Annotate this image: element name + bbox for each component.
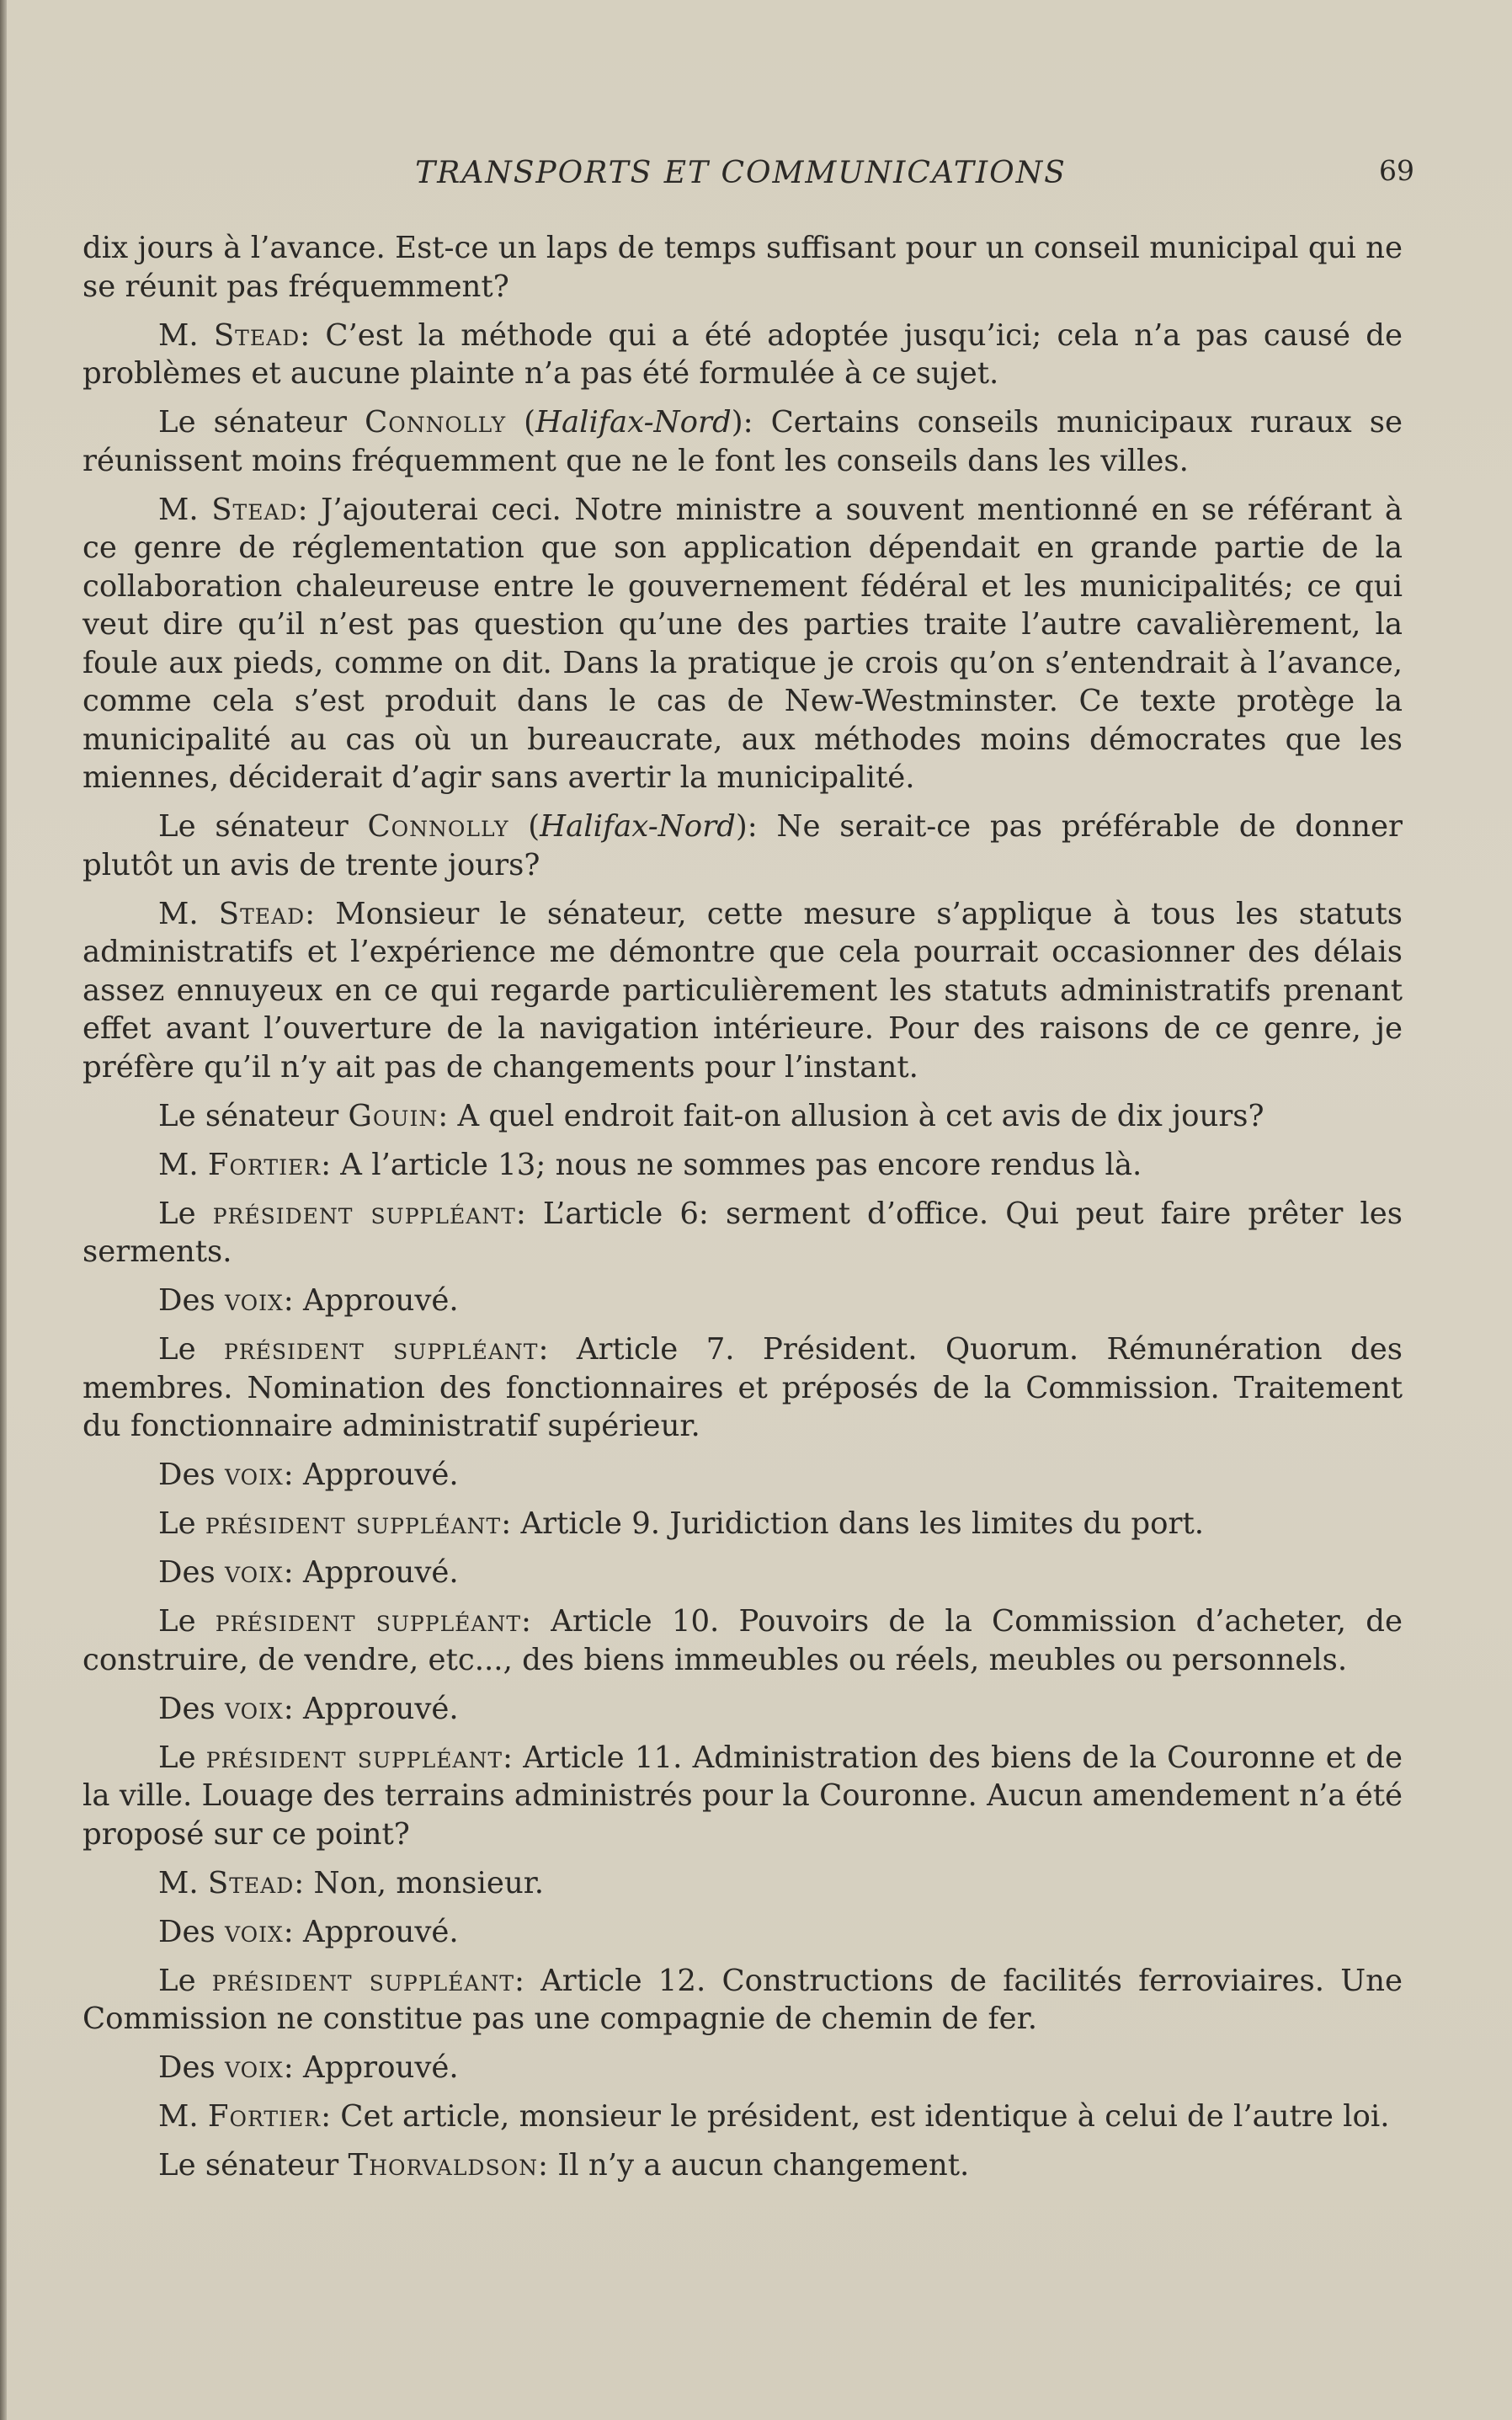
speaker-name: Connolly [367,809,509,844]
running-head: TRANSPORTS ET COMMUNICATIONS [415,156,1067,190]
paragraph: Le président suppléant: Article 11. Administration des biens de la Couronne et de la ville. Louage des terrains administrés pour la Couronne. Aucun amendement n’a été proposé sur ce point? [83,1740,1403,1852]
speaker-name: président suppléant [205,1506,502,1541]
paragraph: M. Fortier: A l’article 13; nous ne sommes pas encore rendus là. [158,1147,1142,1182]
speaker-name: voix [224,1458,284,1492]
speaker-name: Thorvaldson [348,2148,538,2183]
speaker-name: Fortier [207,1147,322,1182]
page-binding-edge [0,0,7,2420]
paragraph: M. Fortier: Cet article, monsieur le président, est identique à celui de l’autre loi. [158,2099,1390,2134]
paragraph: Des voix: Approuvé. [158,1555,459,1590]
paragraph: Le sénateur Thorvaldson: Il n’y a aucun changement. [158,2148,970,2183]
speaker-name: président suppléant [215,1604,522,1639]
paragraph: Le sénateur Gouin: A quel endroit fait-on allusion à cet avis de dix jours? [158,1098,1264,1133]
speaker-name: président suppléant [211,1963,514,1998]
speaker-name: Fortier [207,2099,322,2134]
paragraph: Le président suppléant: Article 10. Pouvoirs de la Commission d’acheter, de construire, de vendre, etc..., des biens immeubles ou réels, meubles ou personnels. [83,1604,1403,1677]
speaker-name: voix [224,1691,284,1726]
paragraph: dix jours à l’avance. Est-ce un laps de temps suffisant pour un conseil municipal qui ne se réunit pas fréquemment? [83,231,1403,304]
speaker-affiliation: Halifax-Nord [535,405,732,440]
paragraph: Le sénateur Connolly (Halifax-Nord): Ne serait-ce pas préférable de donner plutôt un avis de trente jours? [83,809,1403,882]
paragraph: Le président suppléant: Article 7. Président. Quorum. Rémunération des membres. Nomination des fonctionnaires et préposés de la Commission. Traitement du fonctionnaire administratif supérieur. [83,1332,1403,1443]
paragraph: M. Stead: Monsieur le sénateur, cette mesure s’applique à tous les statuts administratifs et l’expérience me démontre que cela pourrait occasionner des délais assez ennuyeux en ce qui regarde particulièrement les statuts administratifs prenant effet avant l’ouverture de la navigation intérieure. Pour des raisons de ce genre, je préfère qu’il n’y ait pas de changements pour l’instant. [83,896,1403,1085]
paragraph: M. Stead: Non, monsieur. [158,1865,545,1900]
speaker-name: voix [224,2050,284,2085]
paragraph: Des voix: Approuvé. [158,1914,459,1949]
paragraph: Des voix: Approuvé. [158,1458,459,1492]
paragraph: Le président suppléant: Article 12. Constructions de facilités ferroviaires. Une Commission ne constitue pas une compagnie de chemin de fer. [83,1963,1403,2036]
speaker-name: Stead [213,317,301,353]
body-text [83,229,1403,2195]
paragraph: Des voix: Approuvé. [158,2050,459,2085]
paragraph: Des voix: Approuvé. [158,1691,459,1726]
speaker-name: président suppléant [224,1332,539,1367]
paragraph: Le sénateur Connolly (Halifax-Nord): Certains conseils municipaux ruraux se réunissent moins fréquemment que ne le font les conseils dans les villes. [83,405,1403,478]
page-number: 69 [1379,154,1414,187]
speaker-name: président suppléant [205,1740,503,1775]
speaker-name: Stead [211,492,298,527]
paragraph: Des voix: Approuvé. [158,1283,459,1318]
speaker-name: voix [224,1283,284,1318]
speaker-name: Stead [207,1865,295,1900]
paragraph: Le président suppléant: L’article 6: serment d’office. Qui peut faire prêter les serments. [83,1196,1403,1269]
speaker-name: Gouin [348,1098,439,1133]
speaker-name: Stead [218,896,306,931]
speaker-affiliation: Halifax-Nord [540,809,736,844]
paragraph: Le président suppléant: Article 9. Juridiction dans les limites du port. [158,1506,1204,1541]
paragraph: M. Stead: C’est la méthode qui a été adoptée jusqu’ici; cela n’a pas causé de problèmes et aucune plainte n’a pas été formulée à ce sujet. [83,317,1403,391]
speaker-name: président suppléant [212,1196,516,1231]
speaker-name: Connolly [365,405,507,440]
speaker-name: voix [224,1555,284,1590]
speaker-name: voix [224,1914,284,1949]
paragraph: M. Stead: J’ajouterai ceci. Notre ministre a souvent mentionné en se référant à ce genre de réglementation que son application dépendait en grande partie de la collaboration chaleureuse entre le gouvernement fédéral et les municipalités; ce qui veut dire qu’il n’est pas question qu’une des parties traite l’autre cavalièrement, la foule aux pieds, comme on dit. Dans la pratique je crois qu’on s’entendrait à l’avance, comme cela s’est produit dans le cas de New-Westminster. Ce texte protège la municipalité au cas où un bureaucrate, aux méthodes moins démocrates que les miennes, déciderait d’agir sans avertir la municipalité. [83,492,1403,795]
